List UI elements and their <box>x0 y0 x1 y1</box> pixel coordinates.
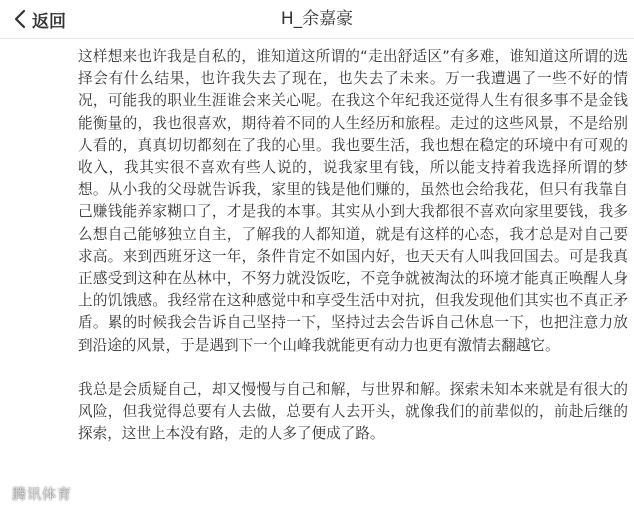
article-body <box>78 46 628 445</box>
article-paragraph: 这样想来也许我是自私的，谁知道这所谓的“走出舒适区”有多难，谁知道这所谓的选择会有什么结果，也许我失去了现在，也失去了未来。万一我遭遇了一些不好的情况，可能我的职业生涯谁会来关心呢。在我这个年纪我还觉得人生有很多事不是金钱能衡量的，我也很喜欢，期待着不同的人生经历和旅程。走过的这些风景，不是给别人看的，真真切切都刻在了我的心里。我也要生活，我也想在稳定的环境中有可观的收入，我其实很不喜欢有些人说的，说我家里有钱，所以能支持着我选择所谓的梦想。从小我的父母就告诉我，家里的钱是他们赚的，虽然也会给我花，但只有我靠自己赚钱能养家糊口了，才是我的本事。其实从小到大我都很不喜欢向家里要钱，我多么想自己能够独立自主，了解我的人都知道，就是有这样的心态，我才总是对自己要求高。来到西班牙这一年，条件肯定不如国内好，也天天有人叫我回国去。可是我真正感受到这种在丛林中，不努力就没饭吃，不竞争就被淘汰的环境才能真正唤醒人身上的饥饿感。我经常在这种感觉中和享受生活中对抗，但我发现他们其实也不真正矛盾。累的时候我会告诉自己坚持一下，坚持过去会告诉自己休息一下，也把注意力放到沿途的风景，于是遇到下一个山峰我就能更有动力也更有激情去翻越它。 <box>78 48 628 354</box>
article-paragraph: 我总是会质疑自己，却又慢慢与自己和解，与世界和解。探索未知本来就是有很大的风险，但我觉得总要有人去做，总要有人去开头，就像我们的前辈似的，前赴后继的探索，这世上本没有路，走的人多了便成了路。 <box>78 380 628 443</box>
nav-header <box>0 0 634 39</box>
back-label: 返回 <box>32 11 66 32</box>
page-title: H_余嘉豪 <box>280 9 354 29</box>
source-watermark: 腾讯体育 <box>12 487 72 503</box>
